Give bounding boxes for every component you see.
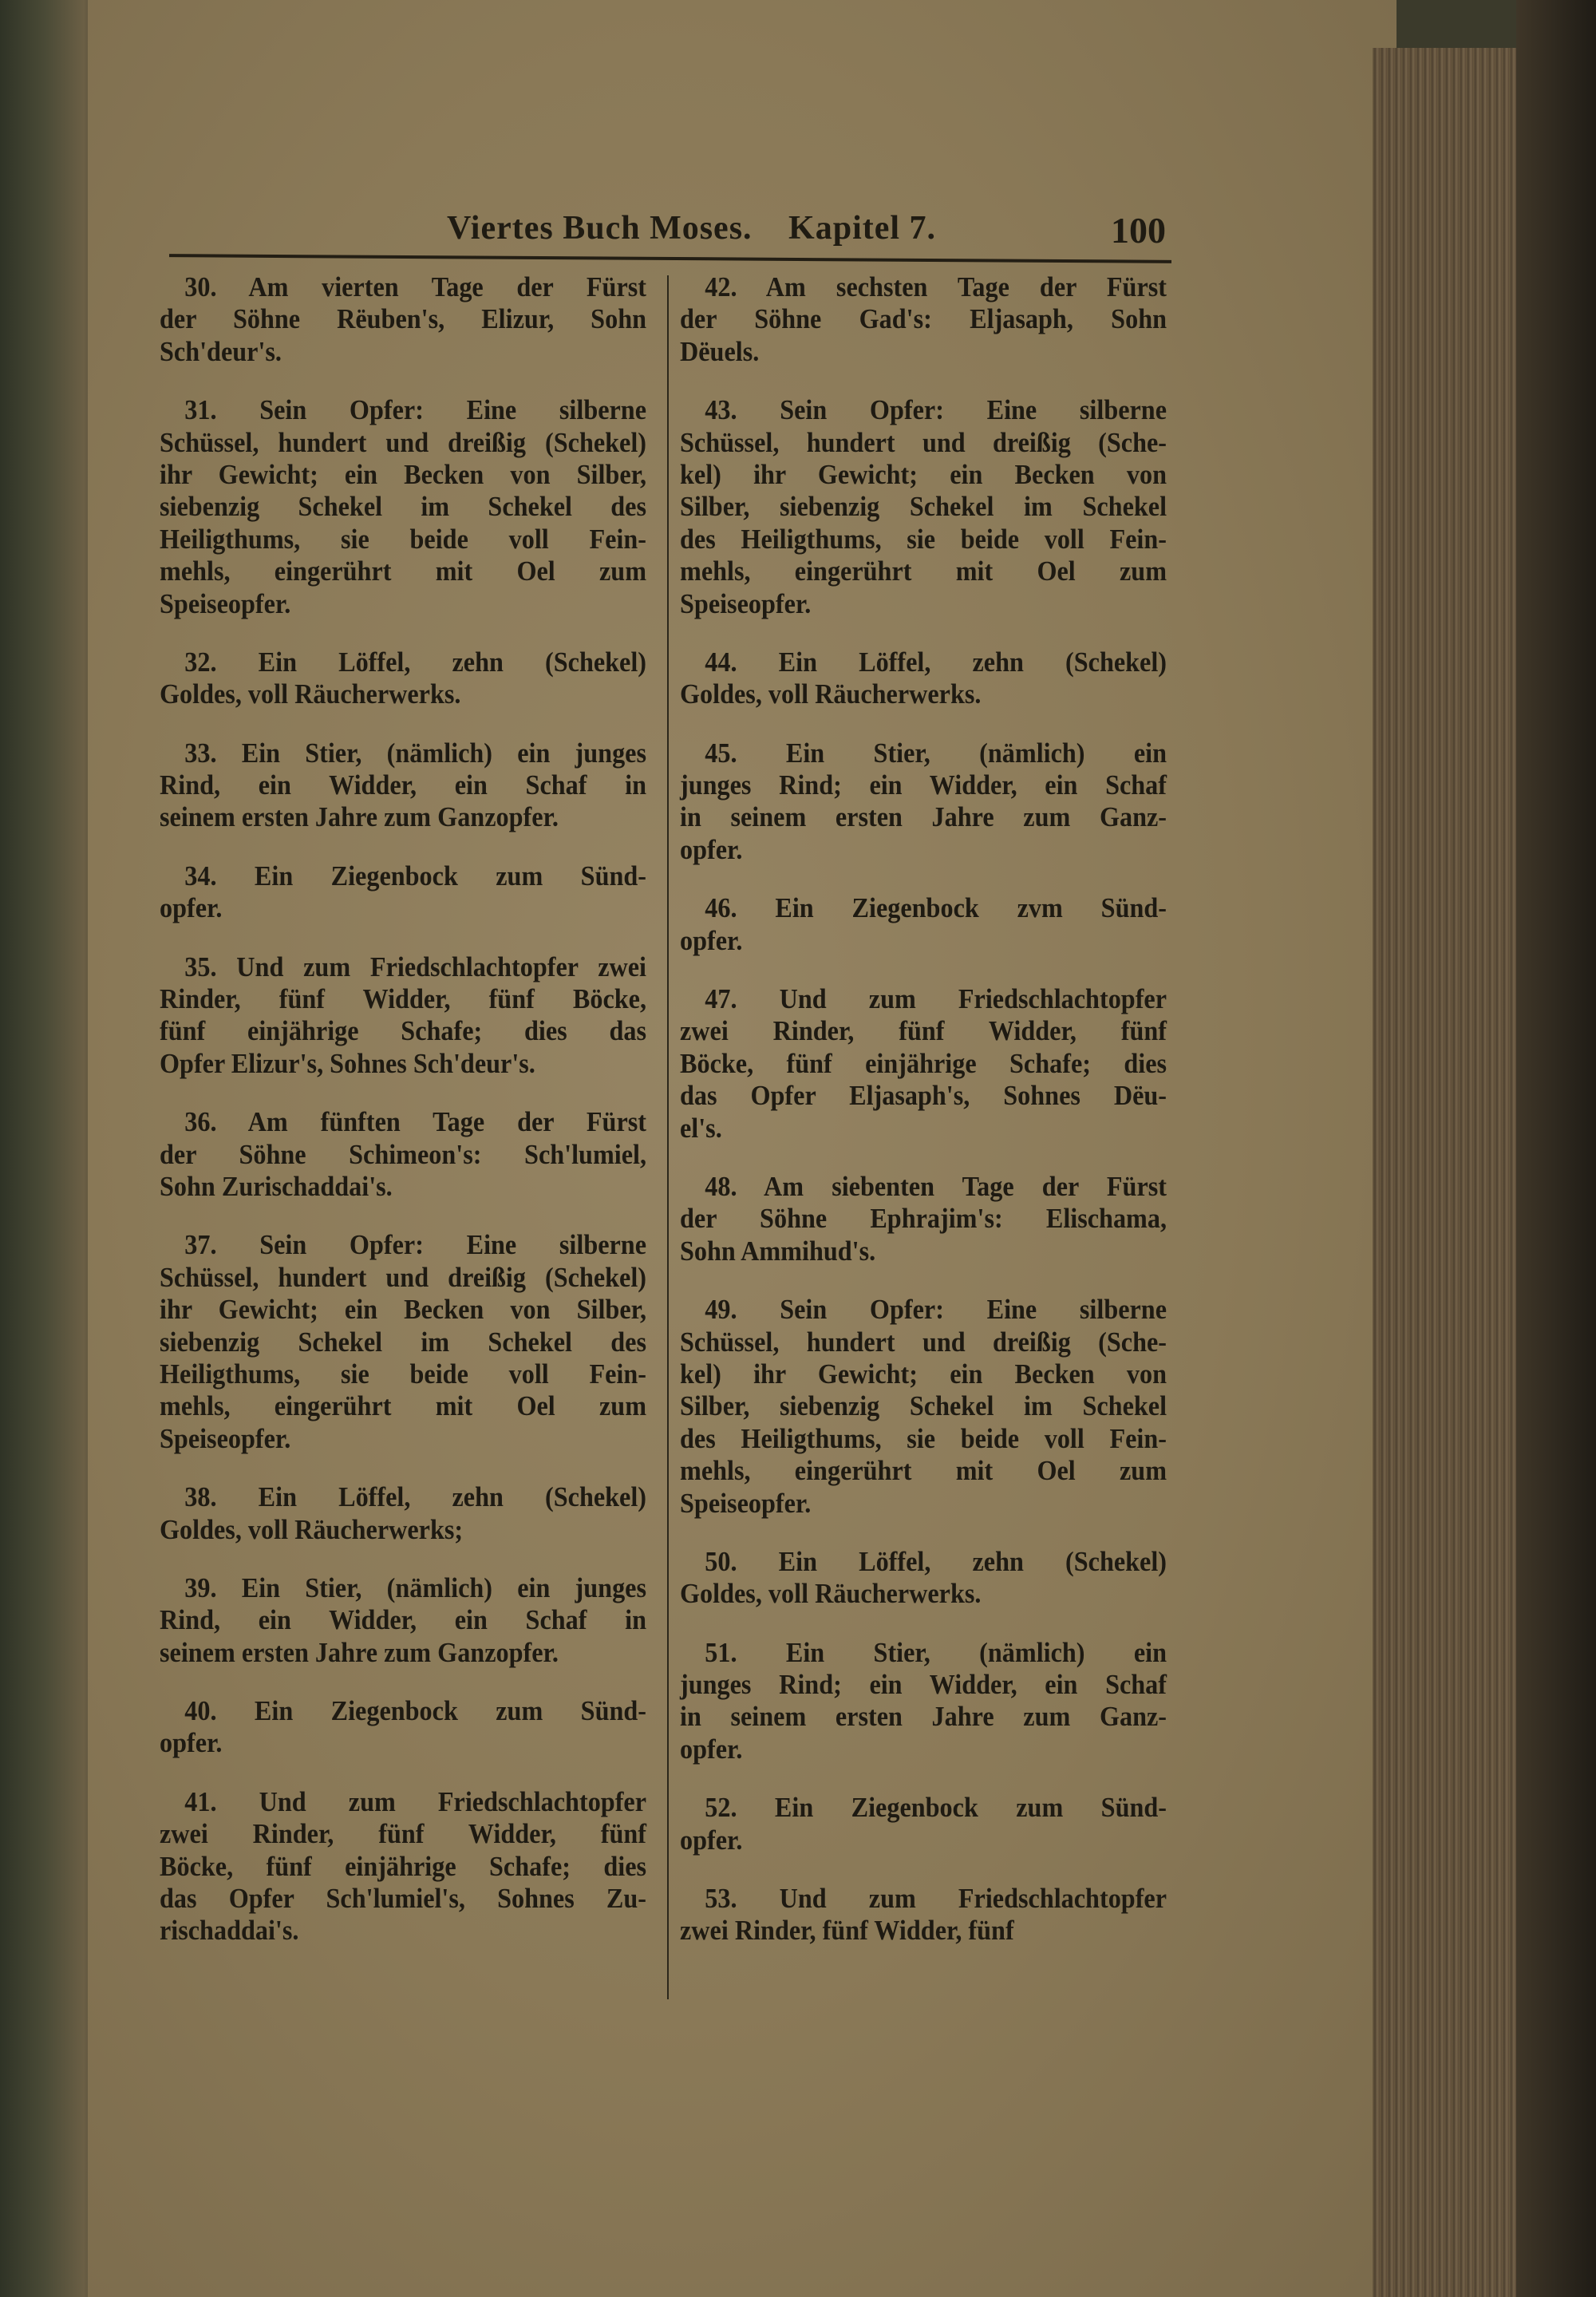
verse-line: Schüssel, hundert und dreißig (Schekel) <box>160 1261 647 1293</box>
verse <box>160 1695 646 1760</box>
verse-line: 50. Ein Löffel, zehn (Schekel) <box>705 1545 1167 1577</box>
page-number: 100 <box>1111 210 1166 251</box>
verse-line: mehls, eingerührt mit Oel zum <box>160 1390 647 1422</box>
verse <box>680 1637 1167 1766</box>
verse <box>680 737 1167 867</box>
verse-line: opfer. <box>160 892 223 924</box>
verse-line: 48. Am siebenten Tage der Fürst <box>705 1170 1167 1202</box>
verse-line: Heiligthums, sie beide voll Fein- <box>160 523 647 555</box>
verse-line: Goldes, voll Räucherwerks. <box>680 678 982 710</box>
verse-line: Speiseopfer. <box>160 587 291 619</box>
chapter-title: Kapitel 7. <box>788 210 937 247</box>
verse-line: siebenzig Schekel im Schekel des <box>160 1326 647 1358</box>
verse-line: Heiligthums, sie beide voll Fein- <box>160 1358 647 1390</box>
verse-line: 34. Ein Ziegenbock zum Sünd- <box>184 860 647 892</box>
verse-line: Rinder, fünf Widder, fünf Böcke, <box>160 983 647 1015</box>
verse-line: junges Rind; ein Widder, ein Schaf <box>680 769 1167 801</box>
verse-line: in seinem ersten Jahre zum Ganz- <box>680 1701 1167 1733</box>
running-header <box>447 209 963 247</box>
verse <box>160 1572 646 1669</box>
book-title: Viertes Buch Moses. <box>447 210 753 247</box>
verse-line: junges Rind; ein Widder, ein Schaf <box>680 1669 1167 1701</box>
verse-line: der Söhne Gad's: Eljasaph, Sohn <box>680 303 1167 335</box>
verse-line: Speiseopfer. <box>680 587 812 619</box>
verse <box>160 1229 646 1455</box>
verse-line: 32. Ein Löffel, zehn (Schekel) <box>184 646 647 678</box>
verse-line: des Heiligthums, sie beide voll Fein- <box>680 1422 1167 1454</box>
verse-line: 46. Ein Ziegenbock zvm Sünd- <box>705 892 1167 924</box>
column-divider <box>667 275 669 1999</box>
verse <box>680 1546 1167 1611</box>
left-column <box>160 271 646 1974</box>
verse-line: 36. Am fünften Tage der Fürst <box>184 1106 647 1138</box>
verse <box>680 646 1167 711</box>
verse <box>680 394 1167 620</box>
verse-line: Goldes, voll Räucherwerks; <box>160 1513 464 1545</box>
verse-line: Schüssel, hundert und dreißig (Sche- <box>680 1326 1167 1358</box>
verse-line: 41. Und zum Friedschlachtopfer <box>184 1785 647 1817</box>
verse <box>680 983 1167 1145</box>
verse-line: das Opfer Sch'lumiel's, Sohnes Zu- <box>160 1883 647 1915</box>
verse-line: des Heiligthums, sie beide voll Fein- <box>680 523 1167 555</box>
verse-line: opfer. <box>680 924 743 956</box>
verse-line: opfer. <box>680 1824 743 1856</box>
verse-line: zwei Rinder, fünf Widder, fünf <box>680 1015 1167 1047</box>
verse <box>680 1883 1167 1947</box>
verse-line: Goldes, voll Räucherwerks. <box>680 1578 982 1610</box>
verse-line: kel) ihr Gewicht; ein Becken von <box>680 1358 1167 1390</box>
verse <box>680 892 1167 957</box>
verse-line: Silber, siebenzig Schekel im Schekel <box>680 1390 1167 1422</box>
verse-line: 45. Ein Stier, (nämlich) ein <box>705 737 1167 769</box>
verse <box>160 271 646 368</box>
verse-line: seinem ersten Jahre zum Ganzopfer. <box>160 801 559 833</box>
verse-line: Rind, ein Widder, ein Schaf in <box>160 1604 647 1636</box>
verse-line: der Söhne Rëuben's, Elizur, Sohn <box>160 303 647 335</box>
verse <box>680 271 1167 368</box>
verse-line: Sch'deur's. <box>160 335 282 367</box>
verse-line: 43. Sein Opfer: Eine silberne <box>705 394 1167 426</box>
book-cover-edge <box>1516 0 1596 2297</box>
verse-line: Sohn Zurischaddai's. <box>160 1170 393 1202</box>
verse-line: 52. Ein Ziegenbock zum Sünd- <box>705 1792 1167 1824</box>
verse-line: 49. Sein Opfer: Eine silberne <box>705 1294 1167 1326</box>
verse-line: opfer. <box>160 1727 223 1759</box>
right-column <box>680 271 1167 1974</box>
verse-line: mehls, eingerührt mit Oel zum <box>680 1455 1167 1487</box>
verse <box>680 1171 1167 1267</box>
verse <box>160 1106 646 1203</box>
verse-line: Böcke, fünf einjährige Schafe; dies <box>680 1047 1167 1079</box>
verse-line: ihr Gewicht; ein Becken von Silber, <box>160 1294 647 1326</box>
verse-line: 51. Ein Stier, (nämlich) ein <box>705 1636 1167 1668</box>
verse-line: 47. Und zum Friedschlachtopfer <box>705 983 1167 1015</box>
verse <box>160 951 646 1081</box>
verse-line: Böcke, fünf einjährige Schafe; dies <box>160 1850 647 1882</box>
verse <box>160 394 646 620</box>
verse-line: Rind, ein Widder, ein Schaf in <box>160 769 647 801</box>
verse-line: siebenzig Schekel im Schekel des <box>160 491 647 523</box>
verse-line: Speiseopfer. <box>160 1422 291 1454</box>
verse-line: Opfer Elizur's, Sohnes Sch'deur's. <box>160 1047 535 1079</box>
verse-line: Silber, siebenzig Schekel im Schekel <box>680 491 1167 523</box>
verse-line: 37. Sein Opfer: Eine silberne <box>184 1229 647 1261</box>
verse <box>160 646 646 711</box>
verse-line: opfer. <box>680 833 743 865</box>
verse-line: 44. Ein Löffel, zehn (Schekel) <box>705 646 1167 678</box>
verse-line: der Söhne Ephrajim's: Elischama, <box>680 1203 1167 1235</box>
verse-line: in seinem ersten Jahre zum Ganz- <box>680 801 1167 833</box>
verse-line: Schüssel, hundert und dreißig (Sche- <box>680 426 1167 458</box>
verse <box>160 1786 646 1947</box>
verse-line: 35. Und zum Friedschlachtopfer zwei <box>184 951 647 982</box>
verse <box>680 1792 1167 1856</box>
verse-line: opfer. <box>680 1733 743 1765</box>
verse-line: ihr Gewicht; ein Becken von Silber, <box>160 458 647 490</box>
verse-line: zwei Rinder, fünf Widder, fünf <box>680 1915 1014 1947</box>
verse <box>160 860 646 925</box>
verse-line: rischaddai's. <box>160 1915 299 1947</box>
verse-line: fünf einjährige Schafe; dies das <box>160 1015 647 1047</box>
verse-line: Sohn Ammihud's. <box>680 1235 876 1267</box>
verse-line: 31. Sein Opfer: Eine silberne <box>184 394 647 426</box>
verse-line: 40. Ein Ziegenbock zum Sünd- <box>184 1695 647 1727</box>
verse-line: Dëuels. <box>680 335 760 367</box>
verse <box>160 737 646 834</box>
verse-line: el's. <box>680 1112 722 1144</box>
verse-line: der Söhne Schimeon's: Sch'lumiel, <box>160 1138 647 1170</box>
verse-line: seinem ersten Jahre zum Ganzopfer. <box>160 1636 559 1668</box>
verse-line: mehls, eingerührt mit Oel zum <box>680 555 1167 587</box>
verse-line: kel) ihr Gewicht; ein Becken von <box>680 458 1167 490</box>
verse-line: 53. Und zum Friedschlachtopfer <box>705 1883 1167 1915</box>
verse-line: 42. Am sechsten Tage der Fürst <box>705 271 1167 302</box>
verse-line: 39. Ein Stier, (nämlich) ein junges <box>184 1572 647 1603</box>
verse-line: mehls, eingerührt mit Oel zum <box>160 555 647 587</box>
verse-line: Goldes, voll Räucherwerks. <box>160 678 461 710</box>
verse-line: 30. Am vierten Tage der Fürst <box>184 271 647 302</box>
verse-line: zwei Rinder, fünf Widder, fünf <box>160 1818 647 1850</box>
verse <box>680 1294 1167 1520</box>
verse-line: das Opfer Eljasaph's, Sohnes Dëu- <box>680 1080 1167 1112</box>
verse-line: Speiseopfer. <box>680 1487 812 1519</box>
verse-line: 38. Ein Löffel, zehn (Schekel) <box>184 1481 647 1513</box>
verse-line: 33. Ein Stier, (nämlich) ein junges <box>184 737 647 769</box>
verse-line: Schüssel, hundert und dreißig (Schekel) <box>160 426 647 458</box>
verse <box>160 1481 646 1546</box>
